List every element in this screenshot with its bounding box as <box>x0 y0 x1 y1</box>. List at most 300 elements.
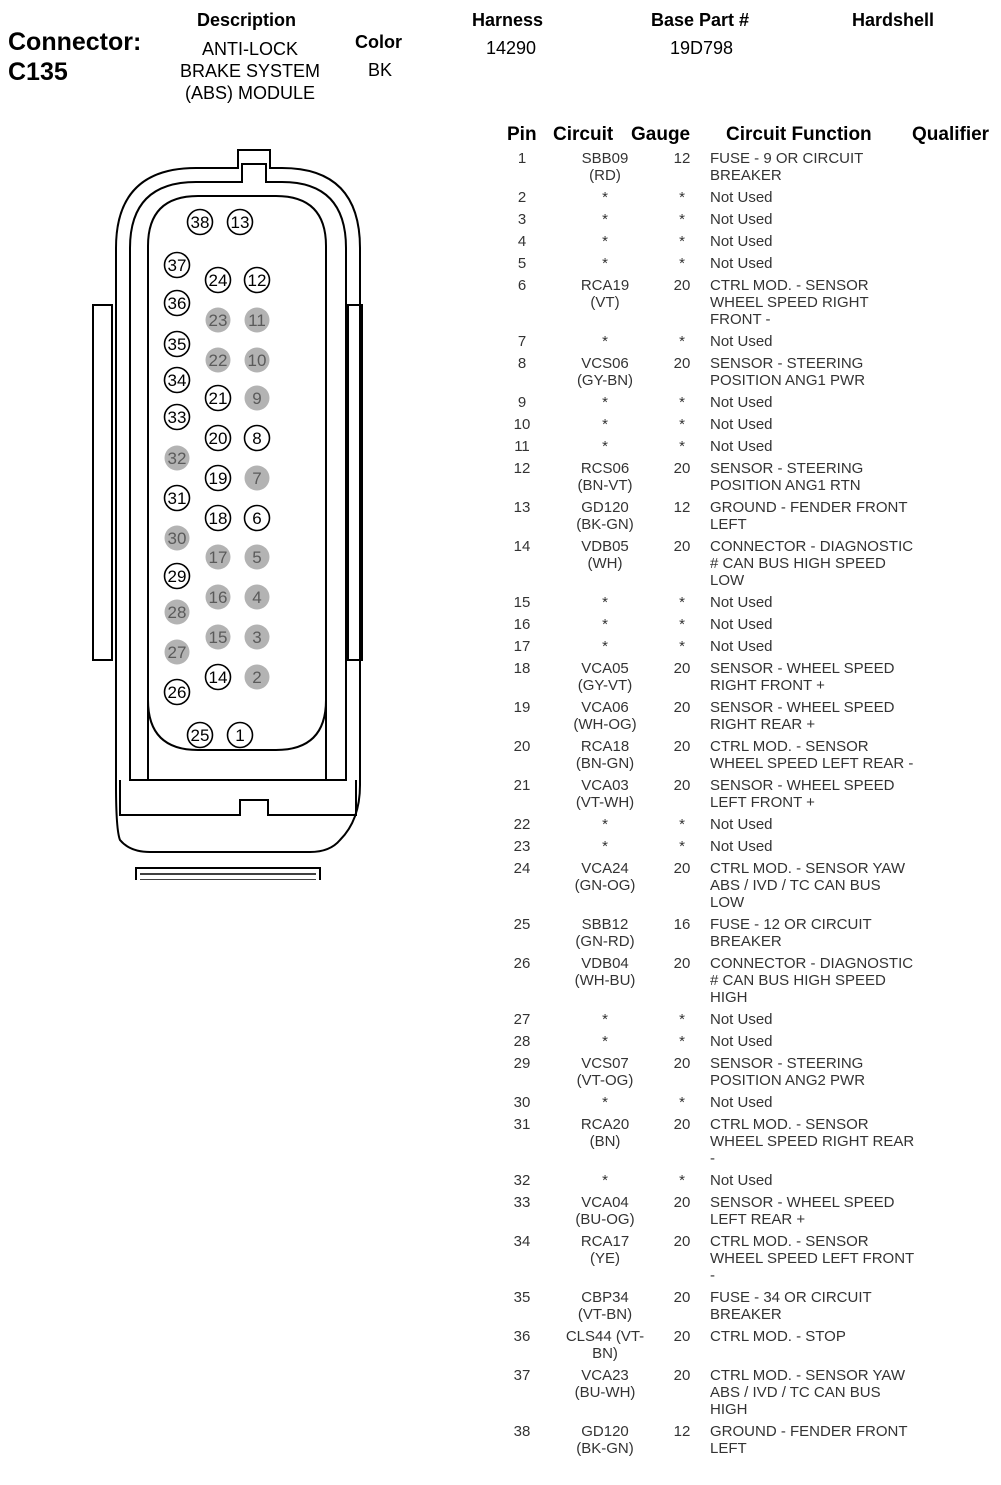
circuit-line: (WH-OG) <box>573 716 637 733</box>
pin-number: 25 <box>513 916 531 933</box>
function-line: SENSOR - WHEEL SPEED <box>710 699 895 716</box>
circuit-code <box>544 1328 666 1367</box>
function-line: Not Used <box>710 189 773 206</box>
pin-label: 9 <box>252 389 262 408</box>
pin-label: 34 <box>167 371 187 390</box>
circuit-line: (BK-GN) <box>576 516 634 533</box>
pin-label: 16 <box>208 588 228 607</box>
circuit-function <box>698 1328 930 1367</box>
pin-label: 25 <box>190 726 210 745</box>
function-line: Not Used <box>710 838 773 855</box>
harness-value: 14290 <box>486 38 537 58</box>
circuit-code <box>544 1289 666 1328</box>
pin-label: 26 <box>167 683 187 702</box>
circuit-line: VCA04 <box>581 1194 629 1211</box>
circuit-code <box>544 150 666 189</box>
pin-number: 5 <box>517 255 527 272</box>
pin-number: 27 <box>513 1011 531 1028</box>
pin-label: 18 <box>208 509 228 528</box>
circuit-line: GD120 <box>581 499 629 516</box>
function-line: FRONT - <box>710 311 771 328</box>
circuit-function <box>698 333 930 355</box>
circuit-function <box>698 189 930 211</box>
pin-label: 3 <box>252 628 262 647</box>
connector-pin <box>165 368 190 393</box>
function-line: CTRL MOD. - SENSOR YAW <box>710 860 906 877</box>
circuit-function <box>698 1367 930 1423</box>
wire-gauge: 20 <box>673 955 691 972</box>
circuit-code <box>544 333 666 355</box>
circuit-line: VCA06 <box>581 699 629 716</box>
table-row <box>500 233 930 255</box>
table-row <box>500 1289 930 1328</box>
pin-number: 26 <box>513 955 531 972</box>
function-line: Not Used <box>710 211 773 228</box>
circuit-line: (BN-GN) <box>575 755 635 772</box>
pin-number: 7 <box>517 333 527 350</box>
circuit-function <box>698 355 930 394</box>
circuit-code <box>544 1033 666 1055</box>
function-line: SENSOR - WHEEL SPEED <box>710 660 895 677</box>
function-line: SENSOR - STEERING <box>710 355 864 372</box>
pin-number: 23 <box>513 838 531 855</box>
circuit-line: VDB04 <box>581 955 629 972</box>
wire-gauge: * <box>679 1033 685 1050</box>
circuit-line: SBB12 <box>581 916 629 933</box>
connector-pin <box>188 210 213 235</box>
pin-label: 13 <box>230 213 250 232</box>
circuit-code <box>544 211 666 233</box>
function-line: WHEEL SPEED LEFT REAR - <box>710 755 914 772</box>
circuit-code <box>544 1233 666 1289</box>
wire-gauge: 20 <box>673 1289 691 1306</box>
function-line: - <box>710 1150 715 1167</box>
wire-gauge: 20 <box>673 1328 691 1345</box>
pin-number: 16 <box>513 616 531 633</box>
circuit-code <box>544 499 666 538</box>
pin-number: 8 <box>517 355 527 372</box>
wire-gauge: 20 <box>673 699 691 716</box>
connector-pin <box>245 545 270 570</box>
wire-gauge: * <box>679 333 685 350</box>
circuit-line: RCA18 <box>580 738 630 755</box>
circuit-line: (RD) <box>589 167 621 184</box>
connector-pin <box>165 600 190 625</box>
function-line: # CAN BUS HIGH SPEED <box>710 555 886 572</box>
function-line: Not Used <box>710 1094 773 1111</box>
circuit-code <box>544 355 666 394</box>
circuit-code <box>544 416 666 438</box>
wire-gauge: 20 <box>673 538 691 555</box>
table-row <box>500 816 930 838</box>
circuit-function <box>698 699 930 738</box>
connector-pin <box>206 665 231 690</box>
pin-label: 21 <box>208 389 228 408</box>
table-row <box>500 1367 930 1423</box>
circuit-line: (VT-WH) <box>575 794 635 811</box>
function-line: CONNECTOR - DIAGNOSTIC <box>710 538 914 555</box>
pin-table <box>500 150 930 1462</box>
pin-number: 21 <box>513 777 531 794</box>
circuit-line: * <box>602 1094 608 1111</box>
function-line: Not Used <box>710 255 773 272</box>
pin-number: 35 <box>513 1289 531 1306</box>
circuit-code <box>544 699 666 738</box>
wire-gauge: 12 <box>673 150 691 167</box>
connector-pins <box>165 210 270 748</box>
circuit-code <box>544 1423 666 1462</box>
connector-pin <box>206 585 231 610</box>
pin-number: 19 <box>513 699 531 716</box>
wire-gauge: 20 <box>673 1367 691 1384</box>
table-row <box>500 1172 930 1194</box>
function-line: Not Used <box>710 333 773 350</box>
circuit-line: (BU-OG) <box>575 1211 635 1228</box>
connector-pin <box>206 506 231 531</box>
pin-label: 10 <box>247 351 267 370</box>
table-row <box>500 499 930 538</box>
pin-label: 37 <box>167 256 187 275</box>
circuit-code <box>544 860 666 916</box>
connector-pin <box>245 665 270 690</box>
wire-gauge: * <box>679 816 685 833</box>
pin-label: 11 <box>248 311 266 330</box>
connector-pin <box>245 426 270 451</box>
circuit-code <box>544 838 666 860</box>
pin-label: 24 <box>208 271 228 290</box>
pin-number: 30 <box>513 1094 531 1111</box>
function-line: SENSOR - STEERING <box>710 1055 864 1072</box>
circuit-code <box>544 660 666 699</box>
circuit-function <box>698 1194 930 1233</box>
wire-gauge: 20 <box>673 1233 691 1250</box>
pin-number: 24 <box>513 860 531 877</box>
wire-gauge: 20 <box>673 460 691 477</box>
connector-pin <box>165 640 190 665</box>
pin-number: 29 <box>513 1055 531 1072</box>
circuit-function <box>698 394 930 416</box>
pin-number: 11 <box>514 438 530 455</box>
table-row <box>500 916 930 955</box>
table-row <box>500 838 930 860</box>
pin-number: 28 <box>513 1033 531 1050</box>
connector-pin <box>165 291 190 316</box>
circuit-code <box>544 816 666 838</box>
function-line: CONNECTOR - DIAGNOSTIC <box>710 955 914 972</box>
pin-label: 7 <box>252 469 262 488</box>
wire-gauge: 12 <box>673 1423 691 1440</box>
table-row <box>500 1423 930 1462</box>
function-line: Not Used <box>710 416 773 433</box>
circuit-line: * <box>602 211 608 228</box>
function-line: RIGHT REAR + <box>710 716 816 733</box>
circuit-line: * <box>602 438 608 455</box>
function-line: SENSOR - STEERING <box>710 460 864 477</box>
table-row <box>500 777 930 816</box>
circuit-line: (BN-VT) <box>577 477 633 494</box>
color-title: Color <box>355 32 402 52</box>
pin-number: 3 <box>517 211 527 228</box>
wire-gauge: 20 <box>673 277 691 294</box>
circuit-line: * <box>602 1033 608 1050</box>
pin-label: 2 <box>252 668 262 687</box>
pin-label: 32 <box>167 449 187 468</box>
circuit-function <box>698 816 930 838</box>
circuit-line: * <box>602 189 608 206</box>
wire-gauge: * <box>679 211 685 228</box>
circuit-function <box>698 1094 930 1116</box>
pin-label: 38 <box>190 213 210 232</box>
wire-gauge: * <box>679 1172 685 1189</box>
pin-label: 22 <box>208 351 228 370</box>
wire-gauge: * <box>679 189 685 206</box>
function-line: SENSOR - WHEEL SPEED <box>710 777 895 794</box>
circuit-line: * <box>602 638 608 655</box>
circuit-line: * <box>602 333 608 350</box>
pin-label: 5 <box>252 548 262 567</box>
circuit-line: * <box>602 838 608 855</box>
pin-label: 35 <box>167 335 187 354</box>
circuit-function <box>698 538 930 594</box>
circuit-function <box>698 416 930 438</box>
connector-pin <box>228 723 253 748</box>
circuit-line: (YE) <box>590 1250 620 1267</box>
pin-number: 2 <box>517 189 527 206</box>
circuit-code <box>544 1116 666 1172</box>
table-row <box>500 738 930 777</box>
function-line: POSITION ANG1 PWR <box>710 372 866 389</box>
circuit-function <box>698 1423 930 1462</box>
wire-gauge: * <box>679 638 685 655</box>
pin-label: 8 <box>252 429 262 448</box>
table-row <box>500 1194 930 1233</box>
pin-number: 15 <box>513 594 531 611</box>
wire-gauge: 20 <box>673 1055 691 1072</box>
pin-label: 17 <box>208 548 228 567</box>
table-row <box>500 538 930 594</box>
connector-pin <box>165 564 190 589</box>
circuit-function <box>698 1172 930 1194</box>
connector-pin <box>245 506 270 531</box>
circuit-function <box>698 150 930 189</box>
circuit-code <box>544 594 666 616</box>
pin-number: 38 <box>513 1423 531 1440</box>
function-line: WHEEL SPEED LEFT FRONT <box>710 1250 915 1267</box>
pin-label: 28 <box>167 603 187 622</box>
connector-pin <box>206 545 231 570</box>
circuit-code <box>544 394 666 416</box>
circuit-line: * <box>602 816 608 833</box>
connector-pin <box>206 348 231 373</box>
circuit-line: (VT-BN) <box>577 1306 633 1323</box>
function-line: HIGH <box>710 1401 748 1418</box>
function-line: ABS / IVD / TC CAN BUS <box>710 877 881 894</box>
function-line: CTRL MOD. - SENSOR YAW <box>710 1367 906 1384</box>
circuit-code <box>544 916 666 955</box>
pin-label: 23 <box>208 311 228 330</box>
pin-number: 9 <box>517 394 527 411</box>
table-row <box>500 189 930 211</box>
wire-gauge: * <box>679 394 685 411</box>
circuit-line: RCS06 <box>580 460 630 477</box>
pin-label: 20 <box>208 429 228 448</box>
circuit-line: (VT) <box>590 294 620 311</box>
connector-pin <box>165 680 190 705</box>
function-line: BREAKER <box>710 933 782 950</box>
circuit-code <box>544 616 666 638</box>
circuit-function <box>698 955 930 1011</box>
table-row <box>500 1033 930 1055</box>
circuit-line: * <box>602 594 608 611</box>
table-row <box>500 594 930 616</box>
harness-title: Harness <box>472 10 544 30</box>
circuit-line: VCA03 <box>581 777 629 794</box>
circuit-line: * <box>602 394 608 411</box>
wire-gauge: * <box>679 416 685 433</box>
circuit-code <box>544 1055 666 1094</box>
connector-id: C135 <box>8 58 68 86</box>
circuit-code <box>544 955 666 1011</box>
circuit-line: CLS44 (VT- <box>565 1328 645 1345</box>
circuit-line: VCA23 <box>581 1367 629 1384</box>
circuit-code <box>544 1172 666 1194</box>
connector-pin <box>245 625 270 650</box>
circuit-function <box>698 1289 930 1328</box>
table-row <box>500 955 930 1011</box>
pin-label: 33 <box>167 408 187 427</box>
hardshell-title: Hardshell <box>852 10 935 30</box>
connector-pin <box>245 466 270 491</box>
circuit-line: (WH-BU) <box>574 972 636 989</box>
circuit-line: (BK-GN) <box>576 1440 634 1457</box>
connector-pin <box>165 446 190 471</box>
table-row <box>500 394 930 416</box>
pin-number: 33 <box>513 1194 531 1211</box>
circuit-line: (BU-WH) <box>574 1384 636 1401</box>
connector-pin <box>245 348 270 373</box>
table-row <box>500 1055 930 1094</box>
pin-label: 31 <box>167 489 187 508</box>
circuit-function <box>698 438 930 460</box>
description-line: BRAKE SYSTEM <box>179 61 321 81</box>
circuit-line: (GY-BN) <box>576 372 634 389</box>
wire-gauge: * <box>679 594 685 611</box>
pin-label: 6 <box>252 509 262 528</box>
function-line: CTRL MOD. - SENSOR <box>710 1233 869 1250</box>
function-line: Not Used <box>710 394 773 411</box>
connector-label: Connector: <box>8 28 142 56</box>
pin-label: 19 <box>208 469 228 488</box>
pin-label: 15 <box>208 628 228 647</box>
circuit-code <box>544 1094 666 1116</box>
table-row <box>500 660 930 699</box>
wire-gauge: * <box>679 1094 685 1111</box>
table-row <box>500 150 930 189</box>
circuit-function <box>698 1011 930 1033</box>
pin-number: 10 <box>513 416 531 433</box>
wire-gauge: 20 <box>673 777 691 794</box>
pin-number: 1 <box>517 150 527 167</box>
circuit-line: (VT-OG) <box>576 1072 634 1089</box>
description-line: ANTI-LOCK <box>201 39 298 59</box>
function-line: ABS / IVD / TC CAN BUS <box>710 1384 881 1401</box>
function-line: POSITION ANG1 RTN <box>710 477 861 494</box>
function-line: POSITION ANG2 PWR <box>710 1072 866 1089</box>
circuit-line: (BN) <box>589 1133 621 1150</box>
table-row <box>500 277 930 333</box>
connector-pin <box>206 625 231 650</box>
circuit-code <box>544 460 666 499</box>
wire-gauge: * <box>679 1011 685 1028</box>
col-header-gauge: Gauge <box>631 124 691 145</box>
wire-gauge: * <box>679 438 685 455</box>
circuit-code <box>544 738 666 777</box>
function-line: GROUND - FENDER FRONT <box>710 499 908 516</box>
function-line: WHEEL SPEED RIGHT <box>710 294 869 311</box>
pin-label: 30 <box>167 529 187 548</box>
table-row <box>500 1233 930 1289</box>
function-line: GROUND - FENDER FRONT <box>710 1423 908 1440</box>
function-line: Not Used <box>710 1033 773 1050</box>
circuit-code <box>544 1194 666 1233</box>
table-row <box>500 1116 930 1172</box>
function-line: LEFT <box>710 516 747 533</box>
table-row <box>500 255 930 277</box>
function-line: Not Used <box>710 1172 773 1189</box>
circuit-function <box>698 211 930 233</box>
col-header-function: Circuit Function <box>726 124 872 145</box>
circuit-line: * <box>602 255 608 272</box>
circuit-line: BN) <box>592 1345 618 1362</box>
pin-number: 4 <box>517 233 527 250</box>
col-header-qualifier: Qualifier <box>912 124 990 145</box>
circuit-line: CBP34 <box>581 1289 629 1306</box>
pin-label: 36 <box>167 294 187 313</box>
pin-label: 12 <box>247 271 267 290</box>
function-line: Not Used <box>710 1011 773 1028</box>
connector-pin <box>206 426 231 451</box>
pin-number: 12 <box>513 460 531 477</box>
pin-label: 14 <box>208 668 228 687</box>
description-title: Description <box>197 10 297 30</box>
wire-gauge: 20 <box>673 1116 691 1133</box>
function-line: BREAKER <box>710 1306 782 1323</box>
circuit-line: VCS06 <box>581 355 629 372</box>
pin-label: 29 <box>167 567 187 586</box>
description-text <box>160 38 340 104</box>
wire-gauge: 20 <box>673 355 691 372</box>
function-line: CTRL MOD. - SENSOR <box>710 738 869 755</box>
pin-number: 20 <box>513 738 531 755</box>
circuit-line: SBB09 <box>581 150 629 167</box>
function-line: WHEEL SPEED RIGHT REAR <box>710 1133 915 1150</box>
connector-pin <box>228 210 253 235</box>
function-line: LEFT FRONT + <box>710 794 815 811</box>
pin-label: 1 <box>235 726 245 745</box>
circuit-function <box>698 777 930 816</box>
color-value: BK <box>368 60 393 80</box>
table-row <box>500 1328 930 1367</box>
circuit-line: (GN-RD) <box>575 933 635 950</box>
table-row <box>500 860 930 916</box>
function-line: Not Used <box>710 816 773 833</box>
wire-gauge: 20 <box>673 660 691 677</box>
description-line: (ABS) MODULE <box>184 83 316 103</box>
function-line: FUSE - 9 OR CIRCUIT <box>710 150 864 167</box>
function-line: LEFT REAR + <box>710 1211 806 1228</box>
table-row <box>500 355 930 394</box>
table-row <box>500 460 930 499</box>
